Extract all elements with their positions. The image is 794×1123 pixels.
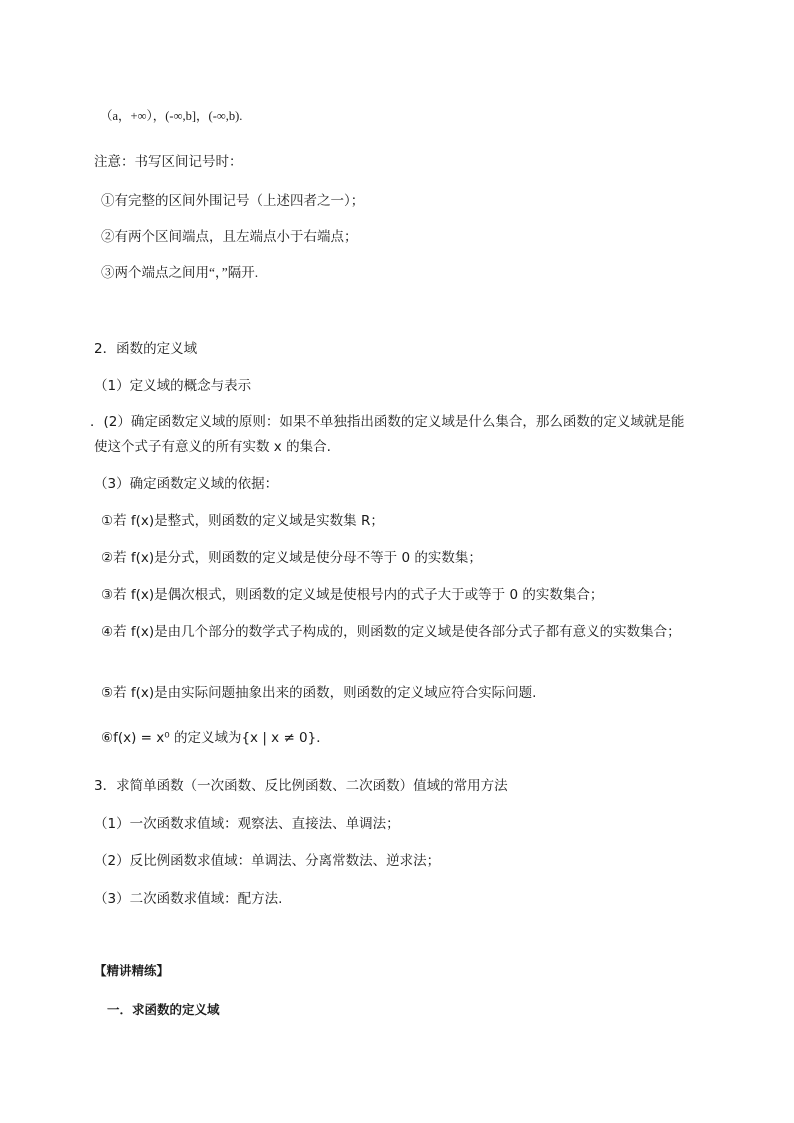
rule-4: ④若 f(x)是由几个部分的数学式子构成的，则函数的定义域是使各部分式子都有意义的实数集合；	[101, 624, 681, 640]
section2-sub2-line1: ．(2）确定函数定义域的原则：如果不单独指出函数的定义域是什么集合，那么函数的定义域就是能	[90, 414, 685, 430]
rule-6: ⑥f(x) = x⁰ 的定义域为{x | x ≠ 0}．	[101, 730, 330, 746]
section2-sub1: （1）定义域的概念与表示	[94, 378, 252, 394]
note-item-2: ②有两个区间端点，且左端点小于右端点；	[101, 229, 358, 244]
intervals-line: （a，+∞），(-∞,b]，(-∞,b).	[100, 109, 243, 123]
note-item-3: ③两个端点之间用“，”隔开.	[101, 265, 259, 280]
rule-3: ③若 f(x)是偶次根式，则函数的定义域是使根号内的式子大于或等于 0 的实数集合；	[101, 587, 604, 603]
note-heading: 注意：书写区间记号时：	[94, 154, 243, 170]
section2-sub3: （3）确定函数定义域的依据：	[94, 476, 279, 492]
rule-5: ⑤若 f(x)是由实际问题抽象出来的函数，则函数的定义域应符合实际问题.	[101, 685, 537, 701]
practice-header: 【精讲精练】	[94, 963, 170, 978]
rule-2: ②若 f(x)是分式，则函数的定义域是使分母不等于 0 的实数集；	[101, 550, 482, 566]
section2-sub2-line2: 使这个式子有意义的所有实数 x 的集合.	[94, 439, 331, 455]
section3-title: 3．求简单函数（一次函数、反比例函数、二次函数）值域的常用方法	[94, 778, 508, 794]
note-item-1: ①有完整的区间外围记号（上述四者之一）；	[101, 193, 365, 208]
section3-item-2: （2）反比例函数求值域：单调法、分离常数法、逆求法；	[94, 853, 441, 869]
practice-topic-1: 一．求函数的定义域	[107, 1002, 220, 1017]
rule-1: ①若 f(x)是整式，则函数的定义域是实数集 R；	[101, 513, 384, 529]
section3-item-3: （3）二次函数求值域：配方法.	[94, 891, 283, 907]
section3-item-1: （1）一次函数求值域：观察法、直接法、单调法；	[94, 816, 400, 832]
section2-title: 2．函数的定义域	[94, 341, 198, 357]
